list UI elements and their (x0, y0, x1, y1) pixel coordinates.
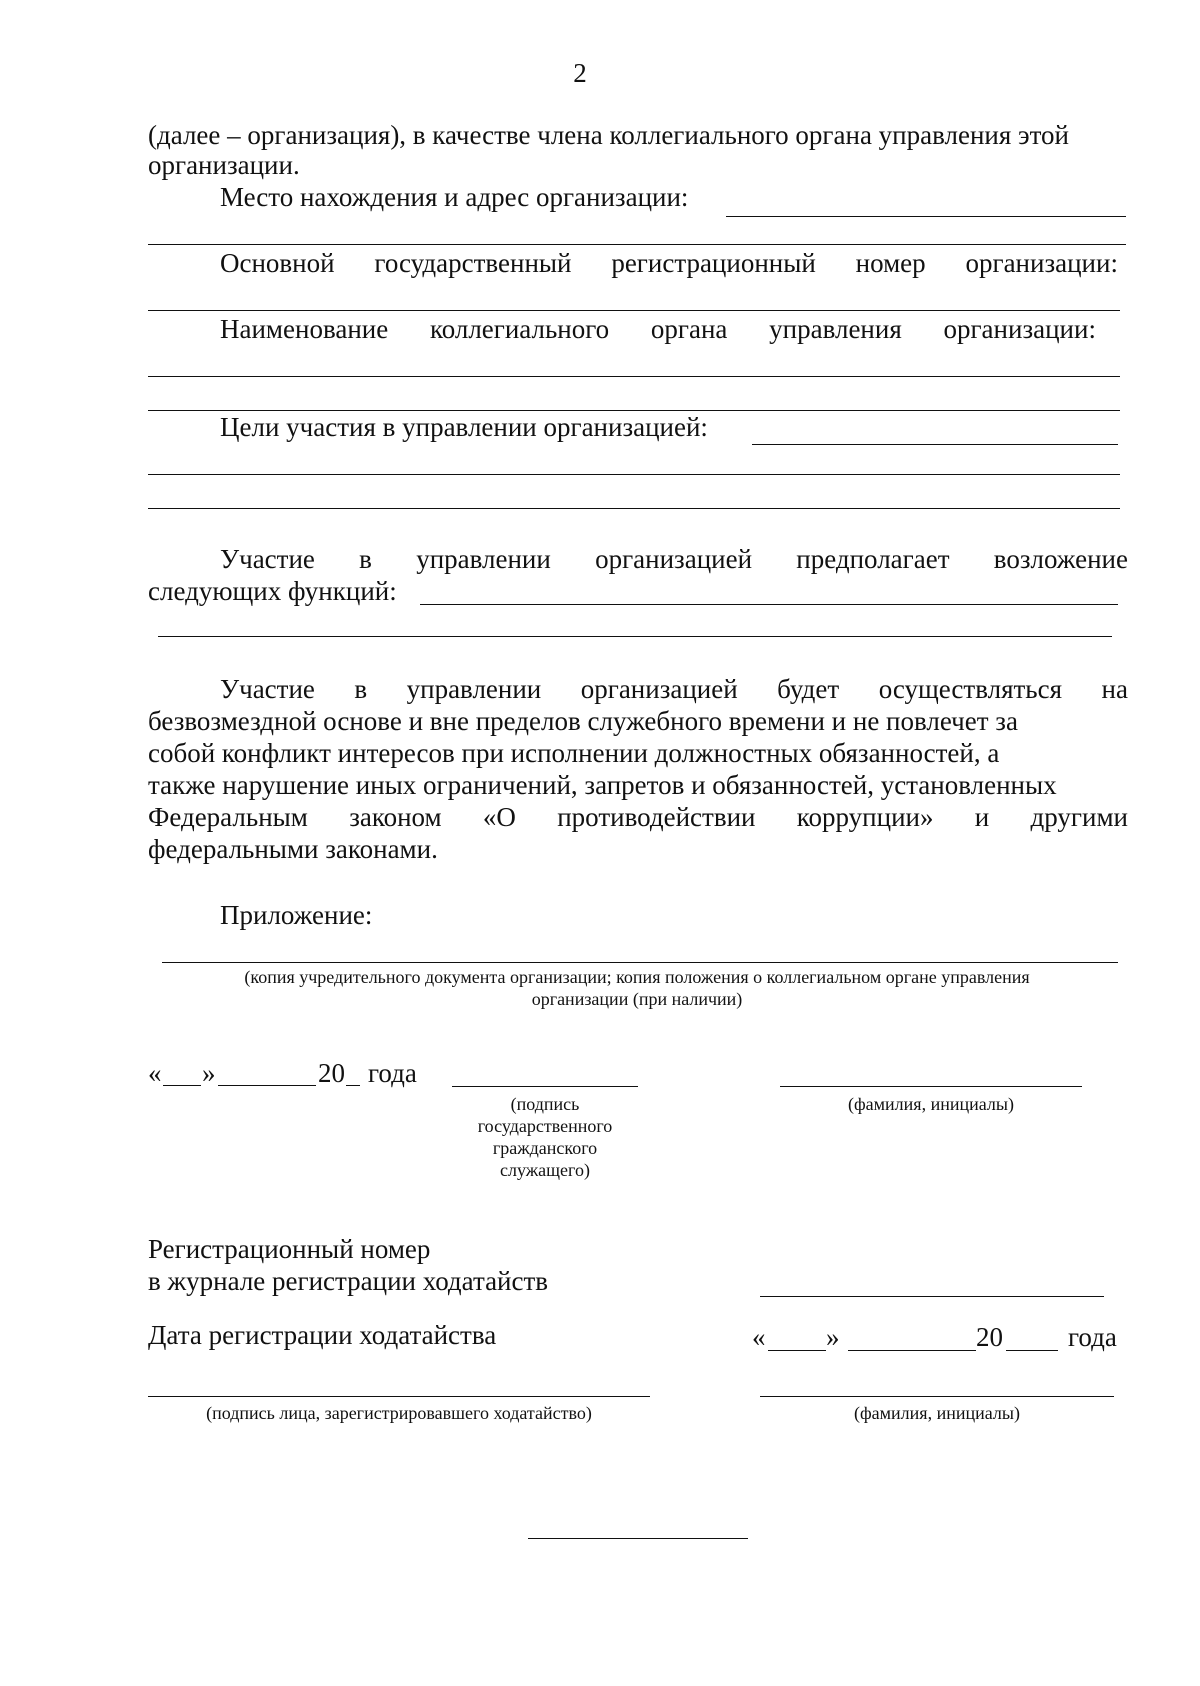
ogrn-word: государственный (374, 248, 572, 278)
attachment-hint-2: организации (при наличии) (531, 989, 743, 1009)
ogrn-fill-line (148, 310, 1120, 311)
registration-month-line (848, 1350, 976, 1351)
applicant-month-line (218, 1085, 316, 1086)
functions-word: предполагает (796, 544, 950, 574)
body-name-word: органа (650, 314, 728, 344)
ogrn-label (220, 248, 1118, 278)
body-name-word: организации: (943, 314, 1096, 344)
applicant-signature-line (452, 1086, 638, 1087)
statement-word: организацией (580, 674, 738, 704)
statement-word: осуществляться (878, 674, 1063, 704)
applicant-year-suffix: года (368, 1058, 417, 1088)
statement-word: противодействии (557, 802, 756, 832)
attachment-fill-line (162, 962, 1118, 963)
attachment-hint-1: (копия учредительного документа организации; копия положения о коллегиальном органе управления (244, 967, 1030, 987)
registration-year-suffix: года (1068, 1322, 1117, 1352)
applicant-day-line (163, 1085, 201, 1086)
functions-line-2: следующих функций: (148, 576, 397, 606)
statement-line-6: федеральными законами. (148, 834, 438, 864)
statement-word: коррупции» (796, 802, 934, 832)
body-name-fill-line-2 (148, 410, 1120, 411)
statement-word: Федеральным (148, 802, 308, 832)
statement-word: в (354, 674, 368, 704)
registrar-name-caption: (фамилия, инициалы) (854, 1403, 1020, 1423)
location-fill-line-1 (726, 216, 1126, 217)
functions-word: управлении (416, 544, 551, 574)
location-fill-line-2 (148, 244, 1126, 245)
goals-fill-line-3 (148, 508, 1120, 509)
functions-fill-line-2 (158, 636, 1112, 637)
registration-number-label-1: Регистрационный номер (148, 1234, 431, 1264)
body-name-label (220, 314, 1096, 344)
applicant-name-caption: (фамилия, инициалы) (848, 1094, 1014, 1114)
goals-fill-line-1 (752, 444, 1118, 445)
applicant-year-prefix: 20 (318, 1058, 345, 1088)
goals-fill-line-2 (148, 474, 1120, 475)
statement-word: законом (349, 802, 442, 832)
statement-line-4: также нарушение иных ограничений, запретов и обязанностей, установленных (148, 770, 1057, 800)
statement-word: будет (777, 674, 840, 704)
goals-label: Цели участия в управлении организацией: (220, 412, 708, 442)
ogrn-word: Основной (220, 248, 335, 278)
applicant-signature-caption-2: государственного (477, 1116, 613, 1136)
registration-day-line (768, 1350, 826, 1351)
registration-date-label: Дата регистрации ходатайства (148, 1320, 497, 1350)
functions-word: организацией (595, 544, 753, 574)
ogrn-word: номер (855, 248, 926, 278)
body-name-word: коллегиального (429, 314, 610, 344)
attachment-label: Приложение: (220, 900, 373, 930)
location-label: Место нахождения и адрес организации: (220, 182, 689, 212)
registrar-name-line (760, 1396, 1114, 1397)
functions-word: Участие (220, 544, 315, 574)
statement-word: управлении (406, 674, 542, 704)
page-number: 2 (573, 58, 587, 88)
applicant-signature-caption-1: (подпись (510, 1094, 580, 1114)
registration-number-label-2: в журнале регистрации ходатайств (148, 1266, 549, 1296)
statement-word: и (974, 802, 990, 832)
body-name-word: управления (769, 314, 902, 344)
ogrn-word: организации: (965, 248, 1118, 278)
registration-year-line (1006, 1350, 1058, 1351)
applicant-name-line (780, 1086, 1082, 1087)
registrar-signature-line (148, 1396, 650, 1397)
intro-line-1: (далее – организация), в качестве члена коллегиального органа управления этой (148, 120, 1070, 150)
statement-line-1 (220, 674, 1128, 704)
statement-word: другими (1030, 802, 1128, 832)
statement-line-2: безвозмездной основе и вне пределов служебного времени и не повлечет за (148, 706, 1018, 736)
registrar-signature-caption: (подпись лица, зарегистрировавшего ходатайство) (206, 1403, 592, 1423)
statement-word: «О (482, 802, 516, 832)
registration-number-line (760, 1296, 1104, 1297)
applicant-signature-caption-3: гражданского (492, 1138, 598, 1158)
functions-line-1 (220, 544, 1128, 574)
registration-year-prefix: 20 (976, 1322, 1003, 1352)
statement-line-3: собой конфликт интересов при исполнении должностных обязанностей, а (148, 738, 1000, 768)
intro-line-2: организации. (148, 150, 300, 180)
functions-fill-line-1 (420, 604, 1118, 605)
applicant-date-open-quote: « (148, 1058, 162, 1088)
functions-word: возложение (993, 544, 1128, 574)
applicant-signature-caption-4: служащего) (500, 1160, 590, 1180)
statement-word: на (1101, 674, 1128, 704)
body-name-word: Наименование (220, 314, 389, 344)
ogrn-word: регистрационный (611, 248, 816, 278)
registration-date-close-quote: » (826, 1322, 840, 1352)
applicant-year-line (346, 1085, 360, 1086)
applicant-date-close-quote: » (202, 1058, 216, 1088)
statement-line-5 (148, 802, 1128, 832)
closing-separator-line (528, 1538, 748, 1539)
body-name-fill-line-1 (148, 376, 1120, 377)
statement-word: Участие (220, 674, 315, 704)
registration-date-open-quote: « (752, 1322, 766, 1352)
functions-word: в (359, 544, 372, 574)
